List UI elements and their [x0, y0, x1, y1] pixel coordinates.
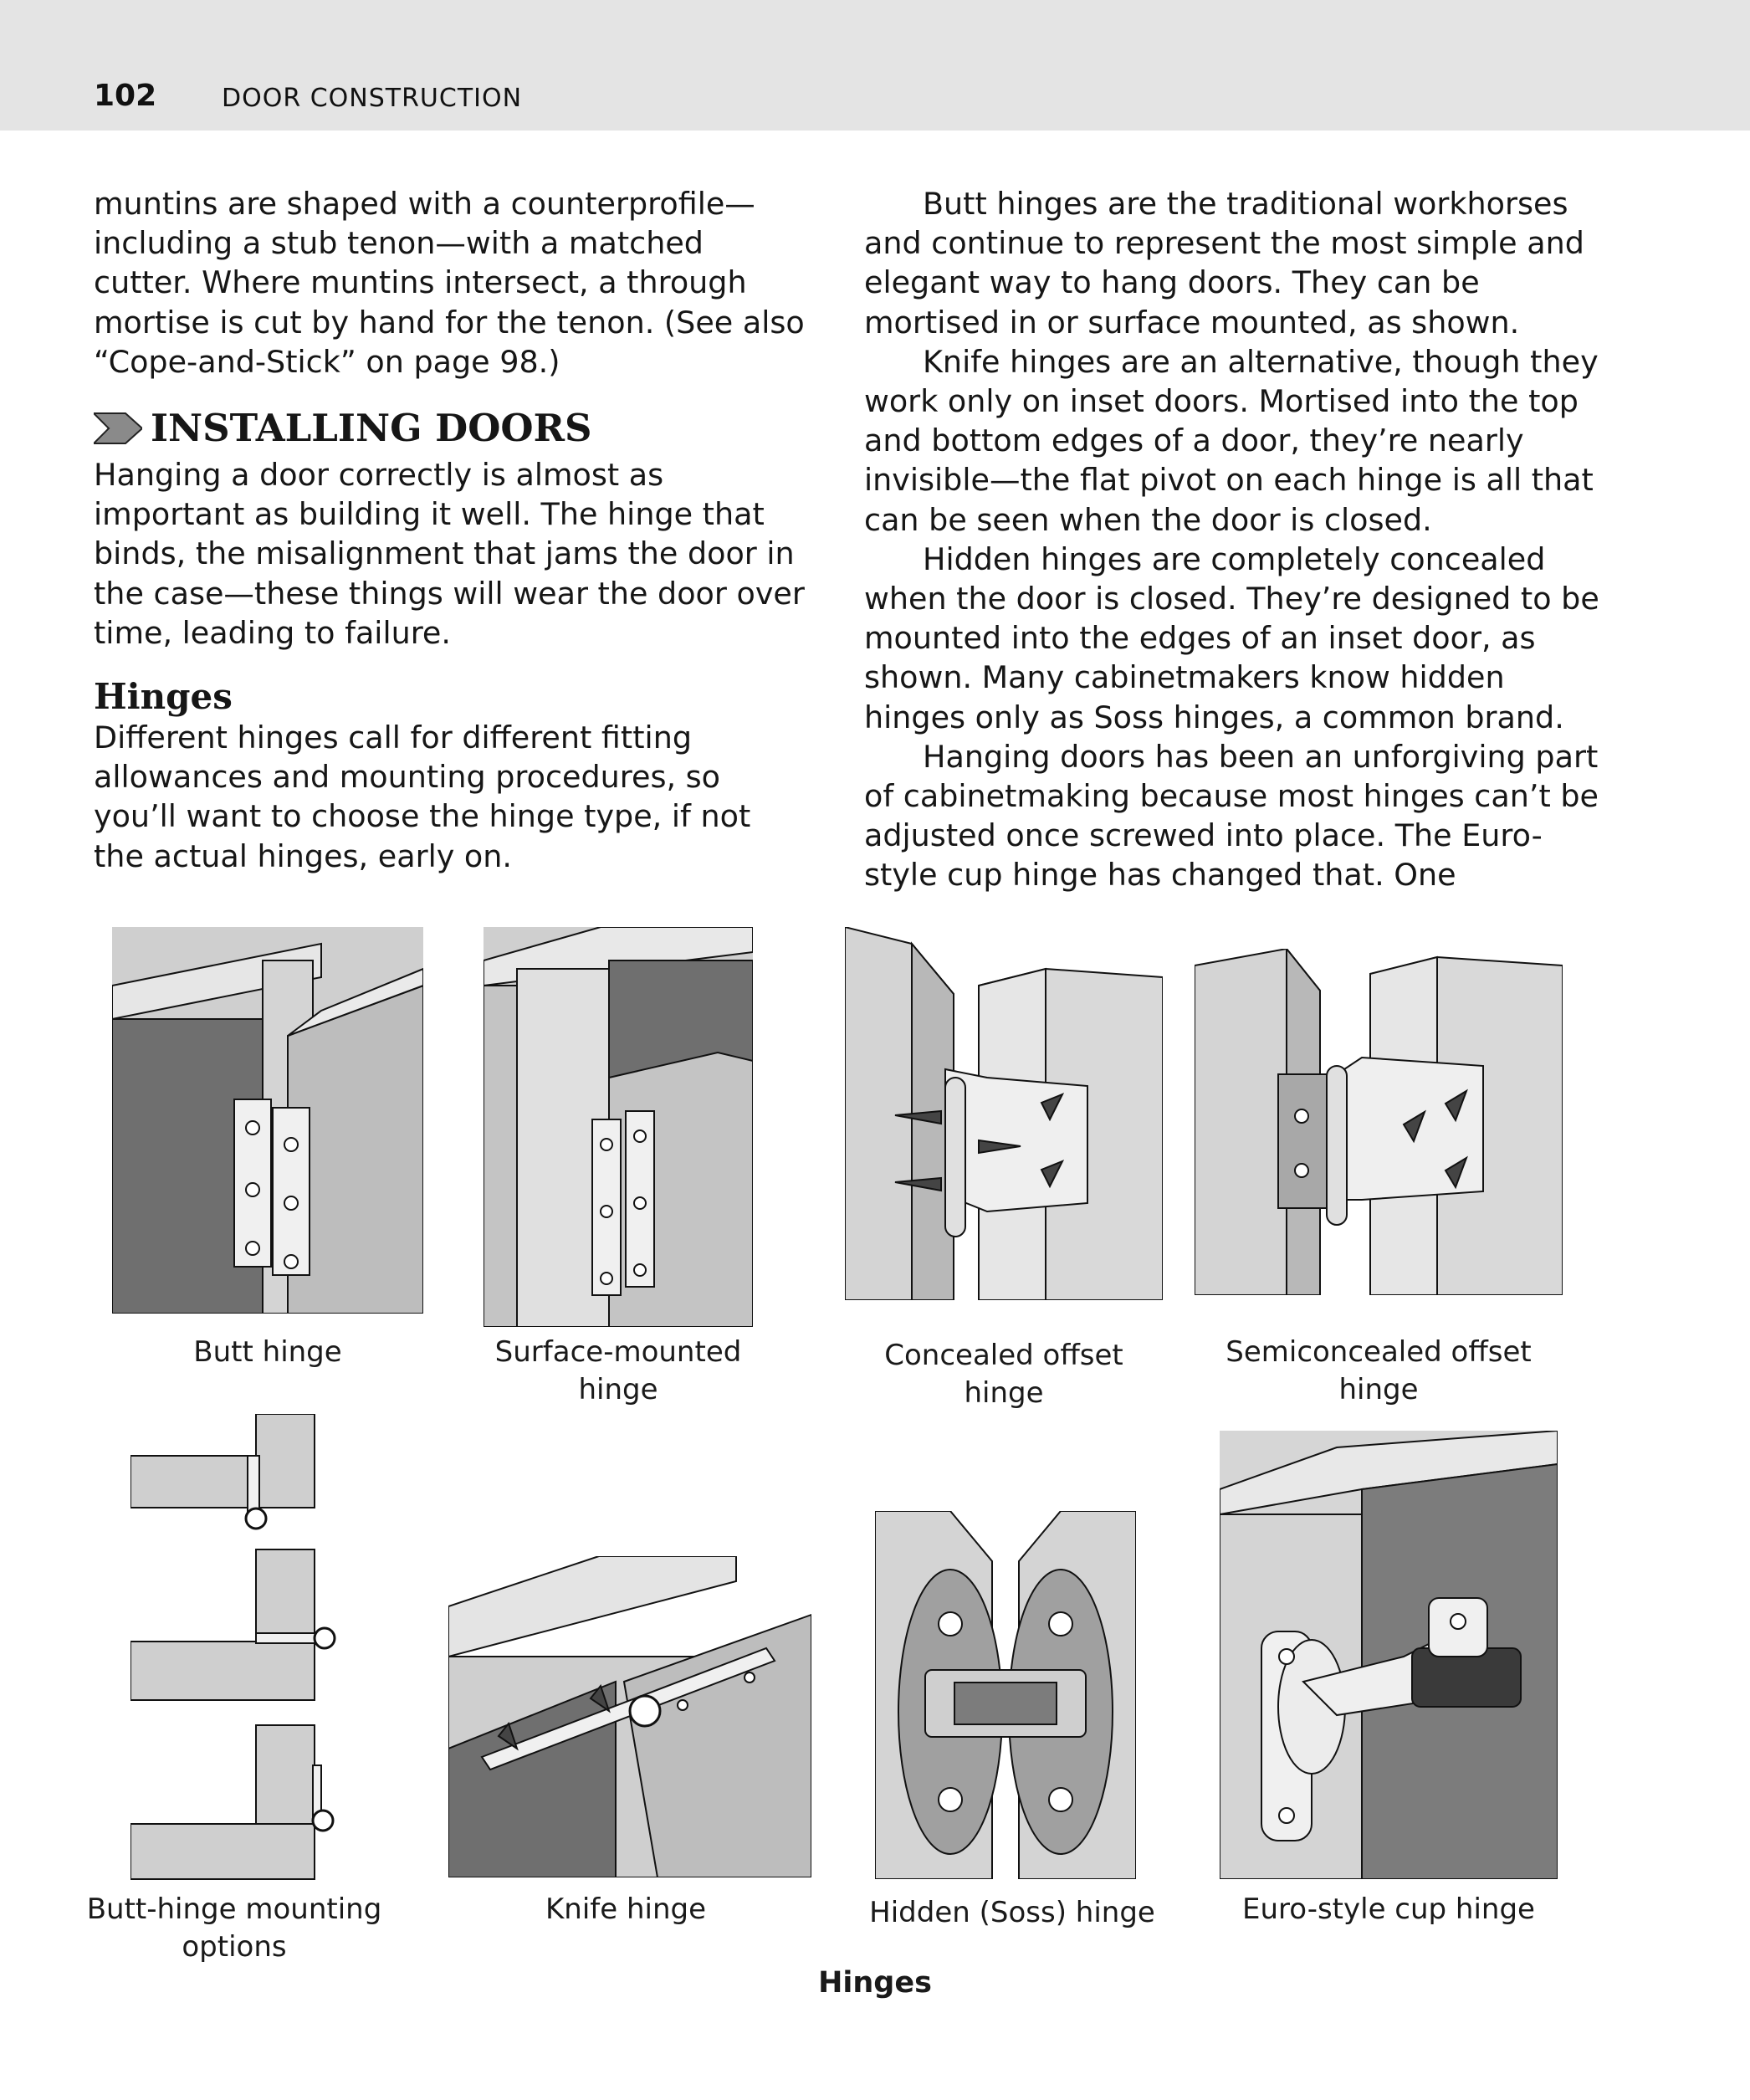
butt-hinge-illustration	[112, 927, 423, 1314]
right-column	[864, 184, 1600, 895]
hidden-soss-hinge-illustration	[875, 1511, 1136, 1879]
figure-title: Hinges	[818, 1966, 932, 2000]
caption-surface-mounted-hinge: Surface-mounted hinge	[494, 1335, 742, 1406]
hinges-subheading: Hinges	[94, 676, 233, 718]
caption-semiconcealed-offset-hinge: Semiconcealed offset hinge	[1226, 1335, 1532, 1406]
left-column	[94, 184, 805, 876]
butt-hinge-mounting-options-illustration	[130, 1414, 345, 1881]
hinges-paragraph: Different hinges call for different fitting allowances and mounting procedures, so you’ll want to choose the hinge type, if not the actual hinges, early on.	[94, 720, 751, 874]
arrow-bullet-icon	[94, 412, 142, 445]
hanging-doors-paragraph: Hanging doors has been an unforgiving part of cabinetmaking because most hinges can’t be adjusted once screwed into place. The Euro-style cup hinge has changed that. One	[864, 738, 1599, 894]
caption-butt-hinge-mounting-options: Butt-hinge mounting options	[86, 1893, 382, 1964]
semiconcealed-offset-hinge-illustration	[1195, 949, 1563, 1295]
knife-hinge-illustration	[448, 1556, 811, 1877]
caption-hidden-soss-hinge: Hidden (Soss) hinge	[869, 1896, 1155, 1929]
running-head: DOOR CONSTRUCTION	[222, 84, 523, 113]
caption-euro-style-cup-hinge: Euro-style cup hinge	[1242, 1893, 1535, 1926]
page-number: 102	[94, 79, 157, 113]
section-heading-text: INSTALLING DOORS	[151, 406, 592, 451]
concealed-offset-hinge-illustration	[845, 927, 1163, 1300]
euro-style-cup-hinge-illustration	[1220, 1431, 1558, 1879]
intro-paragraph: muntins are shaped with a counterprofile—including a stub tenon—with a matched cutter. Where muntins intersect, a through mortise is cut by hand for the tenon. (See also “Cope-and-Stick” on page 98.)	[94, 186, 805, 380]
caption-butt-hinge: Butt hinge	[193, 1335, 342, 1369]
section-paragraph: Hanging a door correctly is almost as important as building it well. The hinge that binds, the misalignment that jams the door in the case—these things will wear the door over time, leading to failure.	[94, 457, 805, 651]
section-heading	[94, 405, 805, 452]
butt-hinges-paragraph: Butt hinges are the traditional workhorses and continue to represent the most simple and elegant way to hang doors. They can be mortised in or surface mounted, as shown.	[864, 186, 1584, 341]
caption-knife-hinge: Knife hinge	[545, 1893, 707, 1926]
knife-hinges-paragraph: Knife hinges are an alternative, though they work only on inset doors. Mortised into the top and bottom edges of a door, they’re nearly invisible—the flat pivot on each hinge is all that can be seen when the door is closed.	[864, 343, 1599, 538]
caption-concealed-offset-hinge: Concealed offset hinge	[884, 1339, 1123, 1410]
hidden-hinges-paragraph: Hidden hinges are completely concealed when the door is closed. They’re designed to be mounted into the edges of an inset door, as shown. Many cabinetmakers know hidden hinges only as Soss hinges, a common brand.	[864, 540, 1599, 735]
surface-mounted-hinge-illustration	[484, 927, 753, 1327]
